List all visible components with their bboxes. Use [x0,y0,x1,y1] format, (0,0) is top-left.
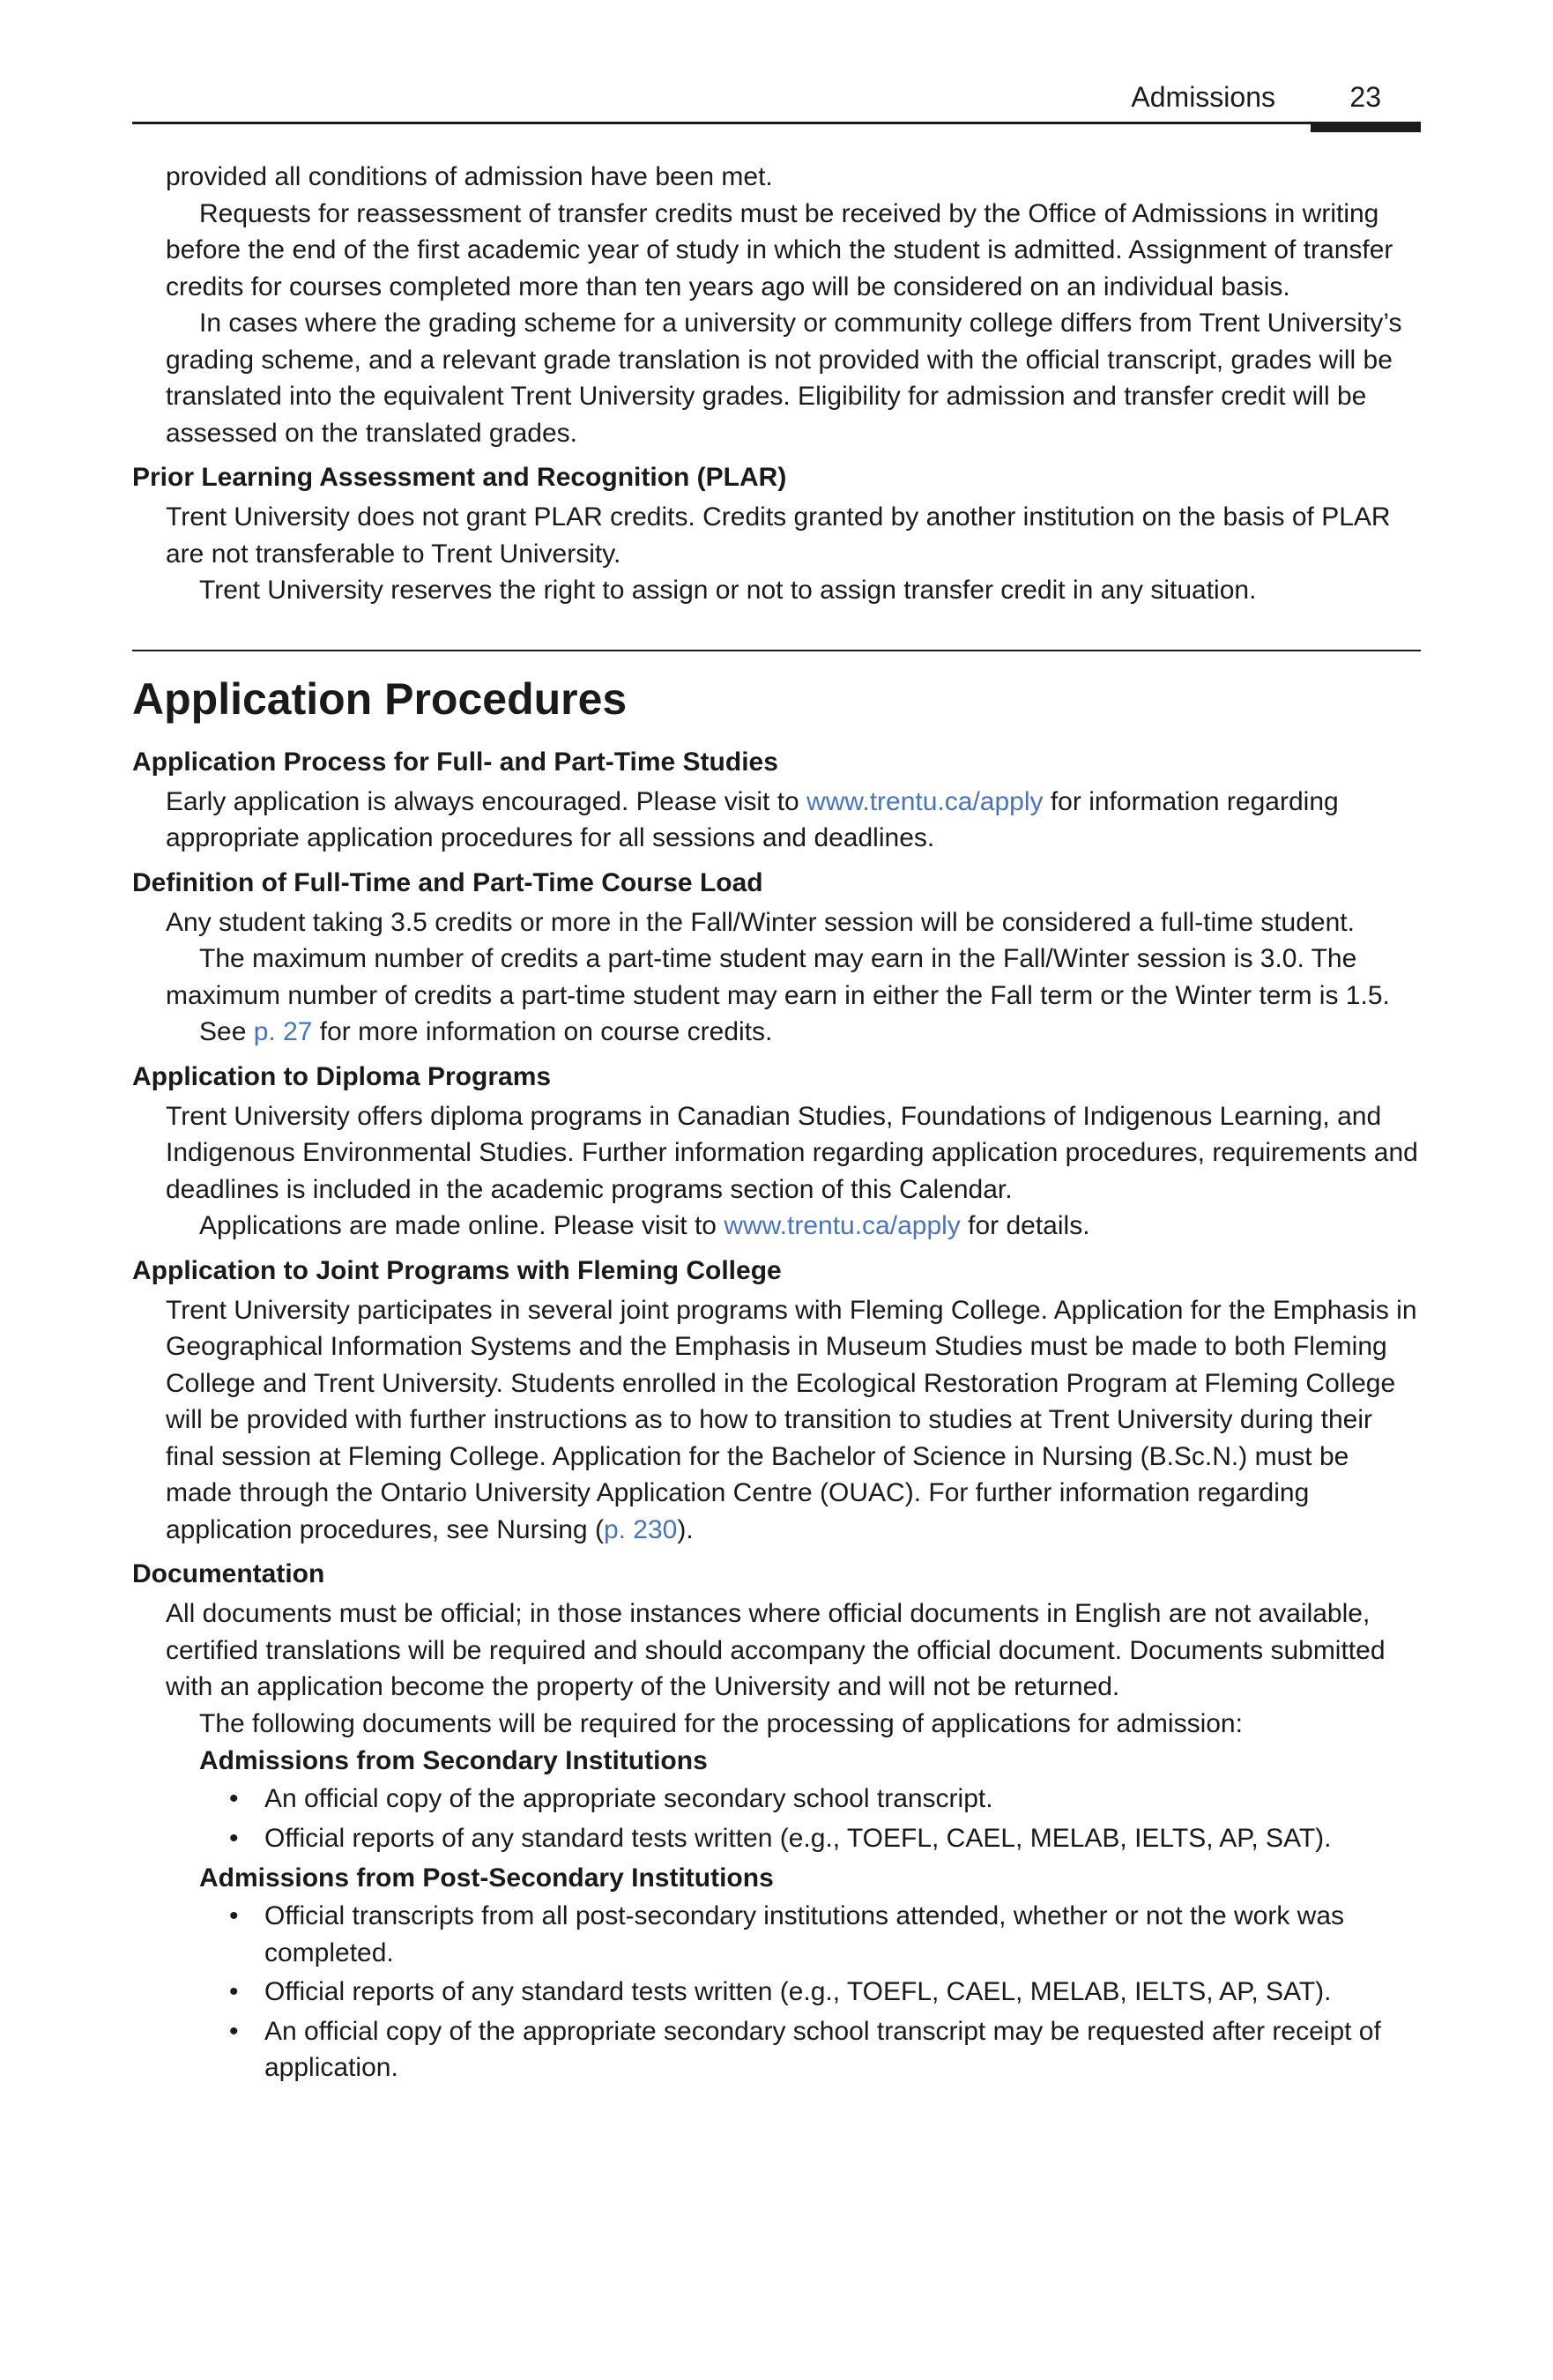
paragraph-plar-1: Trent University does not grant PLAR credits. Credits granted by another institution on the basis of PLAR are not transferable to Trent University. [166,502,1391,569]
paragraph-continuation: provided all conditions of admission have been met. [166,162,773,191]
list-item: • An official copy of the appropriate secondary school transcript. [229,1781,1421,1818]
list-item: • Official reports of any standard tests written (e.g., TOEFL, CAEL, MELAB, IELTS, AP, SAT). [229,1974,1421,2011]
apply-link[interactable]: www.trentu.ca/apply [806,786,1044,816]
header-section-title: Admissions [1131,81,1275,113]
paragraph-joint-programs [132,1292,1421,1549]
list-item: • Official reports of any standard tests written (e.g., TOEFL, CAEL, MELAB, IELTS, AP, SAT). [229,1820,1421,1857]
text-segment: for information regarding appropriate application procedures for all sessions and deadlines. [166,786,1339,852]
paragraph-plar-2: Trent University reserves the right to assign or not to assign transfer credit in any situation. [199,576,1257,605]
heading-course-load: Definition of Full-Time and Part-Time Course Load [132,867,763,897]
paragraph-application-process [132,784,1421,857]
page-230-link[interactable]: p. 230 [603,1514,678,1544]
paragraph-course-load-3 [132,1014,1421,1051]
subheading-post-secondary-institutions: Admissions from Post-Secondary Institutions [199,1863,774,1893]
paragraph-reassessment: Requests for reassessment of transfer credits must be received by the Office of Admissions in writing before the end of the first academic year of study in which the student is admitted. Assignment of transfer credits for courses completed more than ten years ago will be considered on an individual basis. [166,198,1393,301]
page-content [132,159,1421,2089]
list-secondary-documents [132,1781,1421,1856]
section-divider [132,650,1421,651]
paragraph-diploma-2 [132,1208,1421,1245]
heading-documentation: Documentation [132,1559,325,1588]
text-segment: Trent University participates in several joint programs with Fleming College. Application for the Emphasis in Geographical Information Systems and the Emphasis in Museum Studies must be made to both Fleming College and Trent University. Students enrolled in the Ecological Restoration Program at Fleming College will be provided with further instructions as to how to transition to studies at Trent University during their final session at Fleming College. Application for the Bachelor of Science in Nursing (B.Sc.N.) must be made through the Ontario University Application Centre (OUAC). For further information regarding application procedures, see Nursing ( [166,1295,1417,1544]
heading-plar: Prior Learning Assessment and Recognition (PLAR) [132,463,787,492]
heading-diploma-programs: Application to Diploma Programs [132,1061,552,1091]
list-post-secondary-documents [132,1898,1421,2086]
running-header [132,79,1421,136]
paragraph-documentation-2: The following documents will be required for the processing of applications for admission: [199,1708,1243,1738]
text-segment: See [199,1017,254,1046]
paragraph-diploma-1: Trent University offers diploma programs in Canadian Studies, Foundations of Indigenous Learning, and Indigenous Environmental Studies. Further information regarding application procedures, requirements and deadlines is included in the academic programs section of this Calendar. [166,1101,1418,1204]
text-segment: Applications are made online. Please visit to [199,1211,724,1240]
text-segment: for more information on course credits. [312,1017,773,1046]
text-segment: Early application is always encouraged. Please visit to [166,786,807,816]
header-tab-marker [1311,122,1421,132]
heading-application-process: Application Process for Full- and Part-Time Studies [132,747,778,777]
list-item: • An official copy of the appropriate secondary school transcript may be requested after receipt of application. [229,2013,1421,2086]
apply-link-diploma[interactable]: www.trentu.ca/apply [724,1211,961,1240]
text-segment: for details. [960,1211,1090,1240]
page-number: 23 [1349,81,1381,113]
header-rule [132,122,1421,124]
page-27-link[interactable]: p. 27 [253,1017,313,1046]
paragraph-course-load-1: Any student taking 3.5 credits or more in the Fall/Winter session will be considered a full-time student. [166,907,1355,937]
subheading-secondary-institutions: Admissions from Secondary Institutions [199,1746,708,1775]
paragraph-grading-scheme: In cases where the grading scheme for a university or community college differs from Trent University’s grading scheme, and a relevant grade translation is not provided with the official transcript, grades will be translated into the equivalent Trent University grades. Eligibility for admission and transfer credit will be assessed on the translated grades. [166,309,1402,448]
paragraph-course-load-2: The maximum number of credits a part-time student may earn in the Fall/Winter session is 3.0. The maximum number of credits a part-time student may earn in either the Fall term or the Winter term is 1.5. [166,944,1390,1010]
list-item: • Official transcripts from all post-secondary institutions attended, whether or not the work was completed. [229,1898,1421,1971]
text-segment: ). [677,1514,694,1544]
heading-joint-programs: Application to Joint Programs with Fleming College [132,1255,782,1285]
paragraph-documentation-1: All documents must be official; in those instances where official documents in English are not available, certified translations will be required and should accompany the official document. Documents submitted with an application become the property of the University and will not be returned. [166,1599,1386,1701]
section-title-application-procedures: Application Procedures [132,673,628,724]
